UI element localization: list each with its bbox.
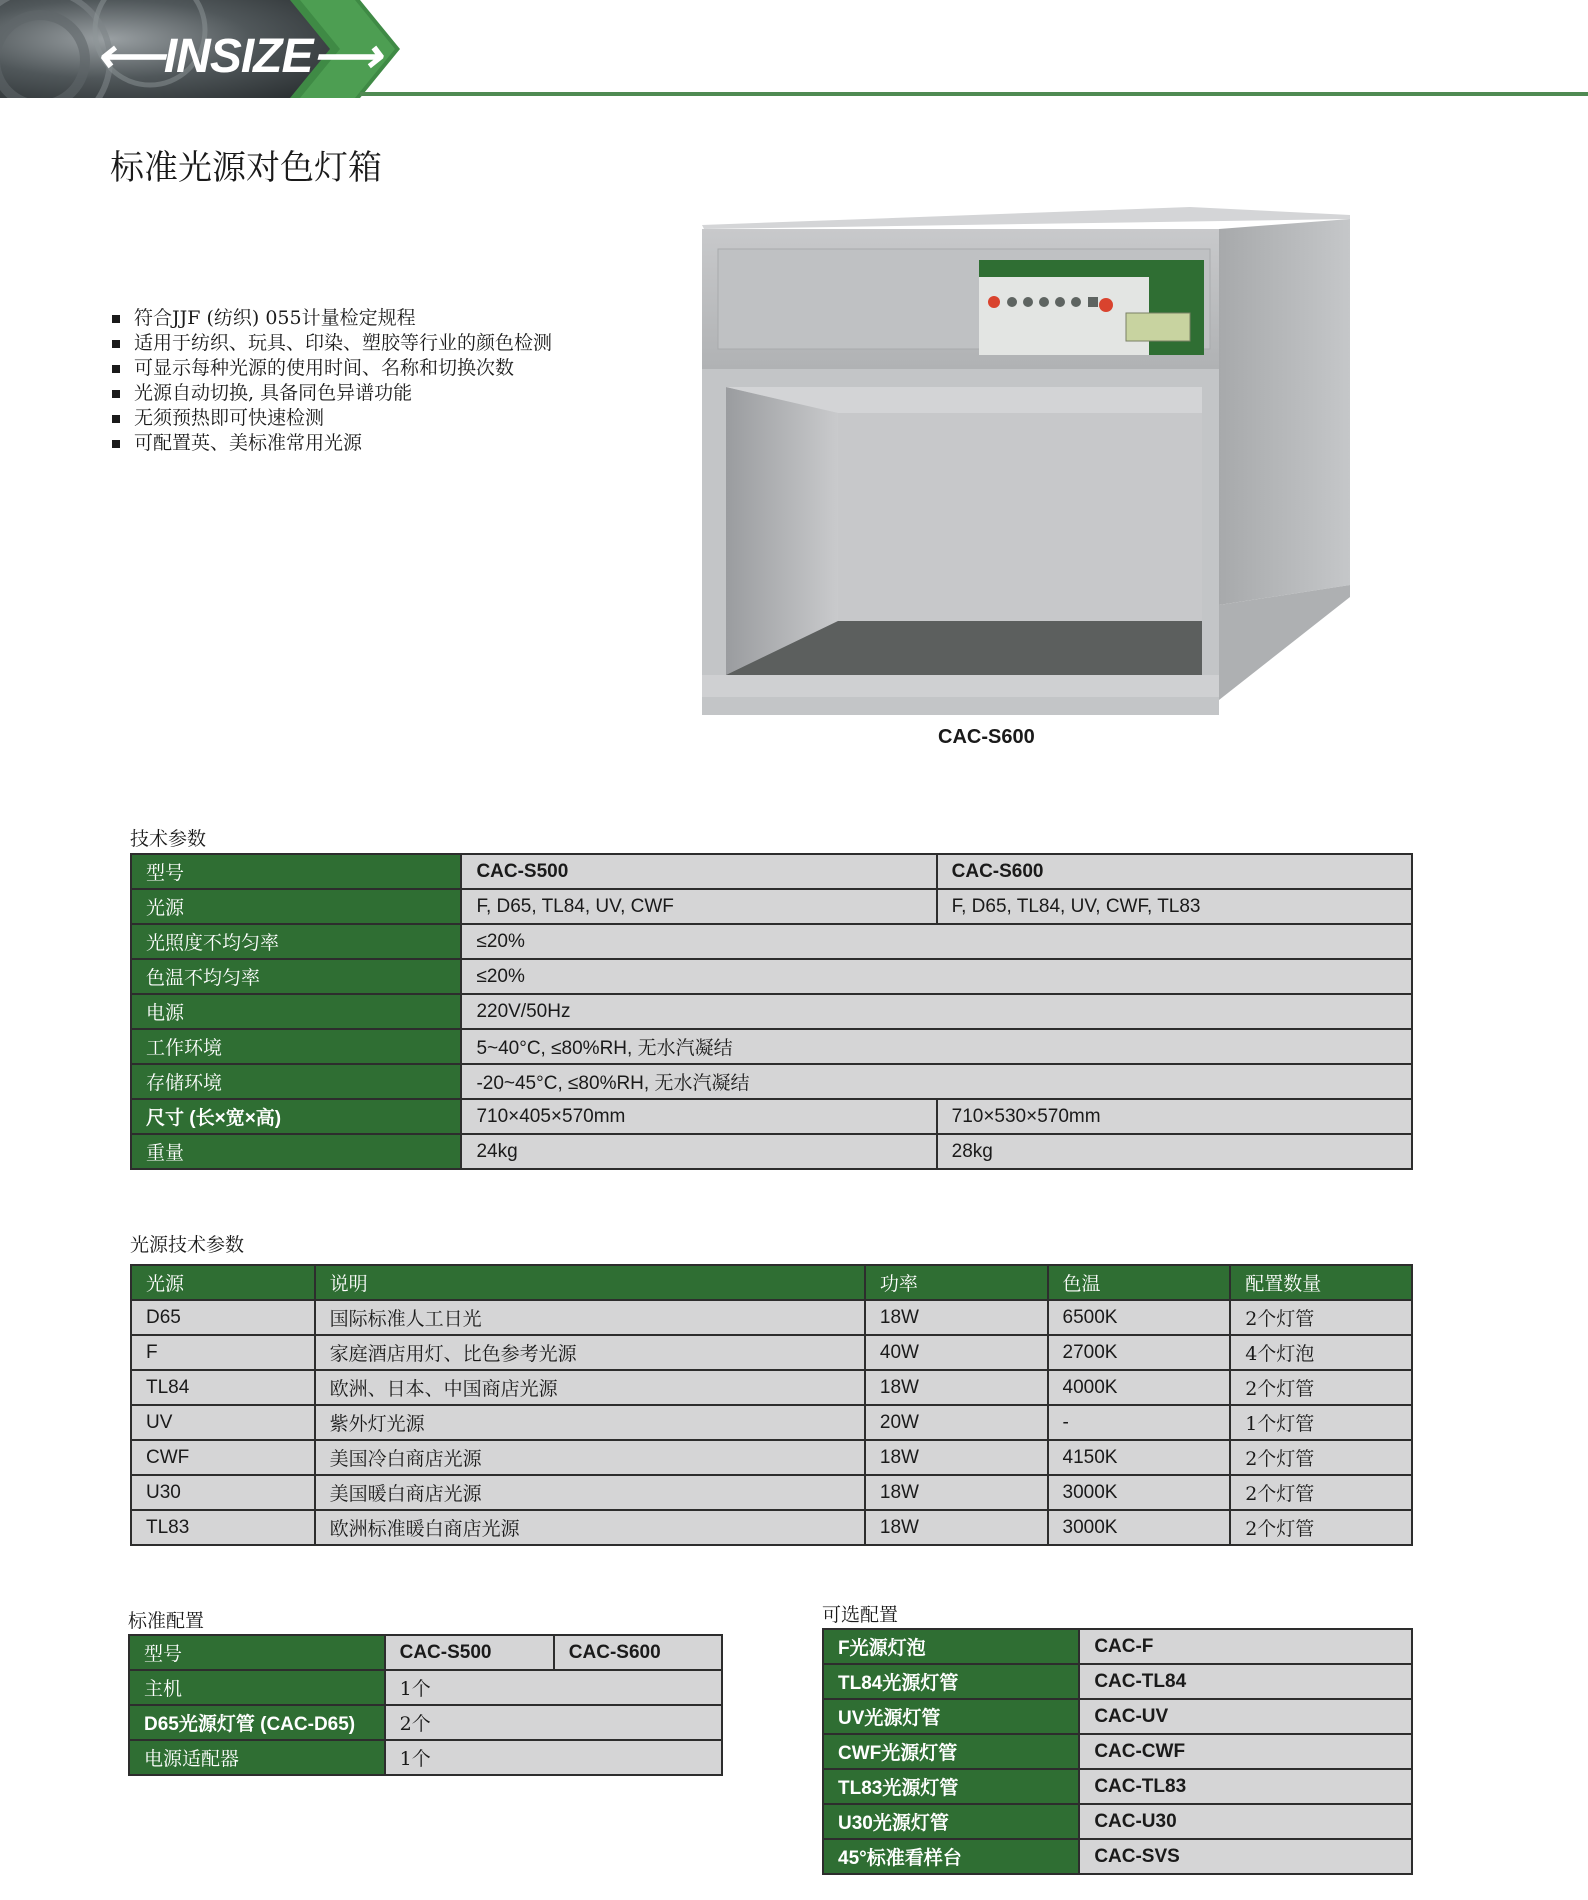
table-cell: 家庭酒店用灯、比色参考光源	[315, 1335, 865, 1370]
table-cell: ≤20%	[461, 924, 1412, 959]
table-cell: 1个灯管	[1230, 1405, 1412, 1440]
table-cell: 2个灯管	[1230, 1440, 1412, 1475]
table-cell: -	[1048, 1405, 1231, 1440]
product-caption: CAC-S600	[938, 726, 1035, 748]
light-sources-title: 光源技术参数	[130, 1234, 245, 1256]
bullet-square-icon	[112, 340, 120, 348]
table-row	[823, 1804, 1412, 1839]
table-cell: CAC-CWF	[1079, 1734, 1412, 1769]
feature-item: 适用于纺织、玩具、印染、塑胶等行业的颜色检测	[110, 331, 552, 356]
standard-config-title: 标准配置	[128, 1610, 205, 1632]
table-row	[131, 854, 1412, 889]
row-label: 电源	[131, 994, 461, 1029]
logo-arrow-left-icon: ⟵	[96, 30, 164, 83]
feature-list	[110, 306, 552, 456]
row-label: 工作环境	[131, 1029, 461, 1064]
header-rule	[360, 92, 1588, 96]
bullet-square-icon	[112, 315, 120, 323]
column-header: 说明	[315, 1265, 865, 1300]
standard-config-table	[128, 1634, 723, 1776]
table-cell: 美国暖白商店光源	[315, 1475, 865, 1510]
row-label: 光源	[131, 889, 461, 924]
table-row	[131, 1335, 1412, 1370]
table-cell: 28kg	[937, 1134, 1412, 1169]
column-header: 色温	[1048, 1265, 1231, 1300]
table-row	[129, 1705, 722, 1740]
logo-arrow-right-icon: ⟶	[312, 30, 381, 83]
table-row	[823, 1664, 1412, 1699]
row-label: 存储环境	[131, 1064, 461, 1099]
table-cell: 18W	[865, 1475, 1048, 1510]
table-cell: UV	[131, 1405, 315, 1440]
row-label: 型号	[129, 1635, 385, 1670]
table-cell: TL83	[131, 1510, 315, 1545]
row-label: 主机	[129, 1670, 385, 1705]
feature-item: 可配置英、美标准常用光源	[110, 431, 552, 456]
table-cell: CAC-U30	[1079, 1804, 1412, 1839]
table-row	[131, 924, 1412, 959]
table-cell: 紫外灯光源	[315, 1405, 865, 1440]
table-row	[129, 1740, 722, 1775]
table-row	[823, 1699, 1412, 1734]
table-cell: 欧洲、日本、中国商店光源	[315, 1370, 865, 1405]
table-row	[129, 1635, 722, 1670]
row-label: CWF光源灯管	[823, 1734, 1079, 1769]
table-cell: CAC-S600	[937, 854, 1412, 889]
table-cell: 6500K	[1048, 1300, 1231, 1335]
table-row	[129, 1670, 722, 1705]
feature-item: 符合JJF (纺织) 055计量检定规程	[110, 306, 552, 331]
table-cell: 2个灯管	[1230, 1300, 1412, 1335]
table-cell: 2个灯管	[1230, 1510, 1412, 1545]
bullet-square-icon	[112, 415, 120, 423]
table-cell: 18W	[865, 1370, 1048, 1405]
table-cell: U30	[131, 1475, 315, 1510]
table-cell: D65	[131, 1300, 315, 1335]
row-label: U30光源灯管	[823, 1804, 1079, 1839]
table-row	[131, 959, 1412, 994]
table-cell: 2个灯管	[1230, 1475, 1412, 1510]
table-cell: 3000K	[1048, 1510, 1231, 1545]
table-cell: 1个	[385, 1670, 722, 1705]
table-cell: 40W	[865, 1335, 1048, 1370]
table-row	[823, 1769, 1412, 1804]
table-row	[131, 1134, 1412, 1169]
optional-config-table	[822, 1628, 1413, 1875]
page-title: 标准光源对色灯箱	[110, 148, 382, 188]
table-cell: 4150K	[1048, 1440, 1231, 1475]
specs-title: 技术参数	[130, 828, 207, 850]
table-cell: 4000K	[1048, 1370, 1231, 1405]
table-cell: F	[131, 1335, 315, 1370]
table-cell: CAC-S600	[554, 1635, 722, 1670]
row-label: 尺寸 (长×宽×高)	[131, 1099, 461, 1134]
table-cell: 220V/50Hz	[461, 994, 1412, 1029]
row-label: 型号	[131, 854, 461, 889]
table-cell: 5~40°C, ≤80%RH, 无水汽凝结	[461, 1029, 1412, 1064]
column-header: 光源	[131, 1265, 315, 1300]
row-label: UV光源灯管	[823, 1699, 1079, 1734]
table-cell: 欧洲标准暖白商店光源	[315, 1510, 865, 1545]
table-cell: 2700K	[1048, 1335, 1231, 1370]
table-row	[823, 1839, 1412, 1874]
table-row	[131, 1370, 1412, 1405]
column-header: 功率	[865, 1265, 1048, 1300]
table-cell: TL84	[131, 1370, 315, 1405]
table-row	[131, 889, 1412, 924]
table-row	[131, 1440, 1412, 1475]
table-cell: ≤20%	[461, 959, 1412, 994]
table-row	[131, 1300, 1412, 1335]
table-cell: 2个	[385, 1705, 722, 1740]
table-row	[823, 1629, 1412, 1664]
table-cell: CAC-TL83	[1079, 1769, 1412, 1804]
feature-item: 无须预热即可快速检测	[110, 406, 552, 431]
optional-config-title: 可选配置	[822, 1604, 899, 1626]
row-label: 光照度不均匀率	[131, 924, 461, 959]
table-header-row	[131, 1265, 1412, 1300]
table-cell: 3000K	[1048, 1475, 1231, 1510]
bullet-square-icon	[112, 440, 120, 448]
table-cell: 美国冷白商店光源	[315, 1440, 865, 1475]
table-row	[131, 994, 1412, 1029]
feature-item: 可显示每种光源的使用时间、名称和切换次数	[110, 356, 552, 381]
row-label: 色温不均匀率	[131, 959, 461, 994]
table-cell: 24kg	[461, 1134, 936, 1169]
table-cell: -20~45°C, ≤80%RH, 无水汽凝结	[461, 1064, 1412, 1099]
column-header: 配置数量	[1230, 1265, 1412, 1300]
row-label: 重量	[131, 1134, 461, 1169]
table-cell: 国际标准人工日光	[315, 1300, 865, 1335]
row-label: 45°标准看样台	[823, 1839, 1079, 1874]
table-row	[131, 1510, 1412, 1545]
row-label: F光源灯泡	[823, 1629, 1079, 1664]
page-header	[0, 0, 1588, 98]
table-cell: CAC-UV	[1079, 1699, 1412, 1734]
brand-logo: ⟵INSIZE⟶	[96, 30, 381, 83]
table-cell: 4个灯泡	[1230, 1335, 1412, 1370]
row-label: D65光源灯管 (CAC-D65)	[129, 1705, 385, 1740]
table-cell: CWF	[131, 1440, 315, 1475]
table-cell: CAC-S500	[461, 854, 936, 889]
table-cell: 18W	[865, 1440, 1048, 1475]
table-row	[131, 1064, 1412, 1099]
table-cell: CAC-F	[1079, 1629, 1412, 1664]
table-cell: F, D65, TL84, UV, CWF, TL83	[937, 889, 1412, 924]
table-row	[131, 1029, 1412, 1064]
table-cell: CAC-TL84	[1079, 1664, 1412, 1699]
table-cell: CAC-S500	[385, 1635, 554, 1670]
product-image	[690, 195, 1350, 715]
table-cell: 1个	[385, 1740, 722, 1775]
table-cell: 18W	[865, 1300, 1048, 1335]
table-cell: 710×530×570mm	[937, 1099, 1412, 1134]
row-label: TL84光源灯管	[823, 1664, 1079, 1699]
table-cell: 2个灯管	[1230, 1370, 1412, 1405]
light-sources-table	[130, 1264, 1413, 1546]
row-label: TL83光源灯管	[823, 1769, 1079, 1804]
feature-item: 光源自动切换, 具备同色异谱功能	[110, 381, 552, 406]
table-row	[131, 1405, 1412, 1440]
table-cell: CAC-SVS	[1079, 1839, 1412, 1874]
table-cell: 18W	[865, 1510, 1048, 1545]
table-cell: 20W	[865, 1405, 1048, 1440]
table-row	[131, 1099, 1412, 1134]
table-row	[823, 1734, 1412, 1769]
bullet-square-icon	[112, 390, 120, 398]
specs-table	[130, 853, 1413, 1170]
table-row	[131, 1475, 1412, 1510]
bullet-square-icon	[112, 365, 120, 373]
table-cell: F, D65, TL84, UV, CWF	[461, 889, 936, 924]
table-cell: 710×405×570mm	[461, 1099, 936, 1134]
row-label: 电源适配器	[129, 1740, 385, 1775]
